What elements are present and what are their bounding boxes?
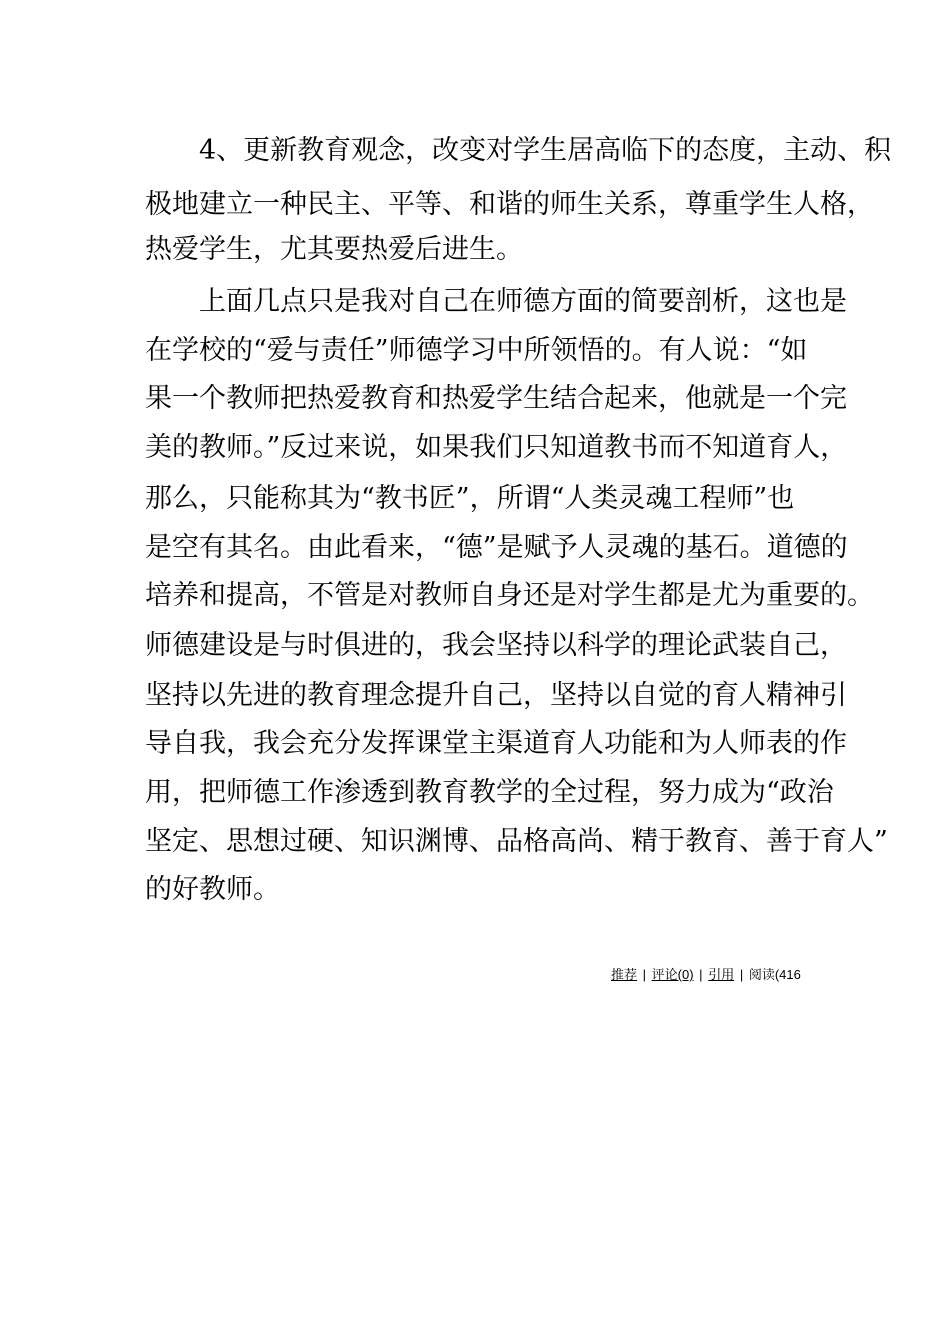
paragraph-2-line-12: 坚定、思想过硬、知识渊博、品格高尚、精于教育、善于育人” <box>145 826 888 857</box>
footer-separator: | <box>699 967 703 982</box>
paragraph-2-line-11: 用，把师德工作渗透到教育教学的全过程，努力成为“政治 <box>145 777 834 808</box>
paragraph-1-line-1: 4、更新教育观念，改变对学生居高临下的态度，主动、积 <box>199 135 892 166</box>
paragraph-2-line-2: 在学校的“爱与责任”师德学习中所领悟的。有人说：“如 <box>145 335 808 366</box>
paragraph-1-line-2: 极地建立一种民主、平等、和谐的师生关系，尊重学生人格， <box>145 189 874 220</box>
paragraph-2-line-10: 导自我，我会充分发挥课堂主渠道育人功能和为人师表的作 <box>145 728 847 759</box>
comment-link[interactable]: 评论(0) <box>651 967 694 982</box>
paragraph-2-line-9: 坚持以先进的教育理念提升自己，坚持以自觉的育人精神引 <box>145 680 847 711</box>
footer-separator: | <box>642 967 647 982</box>
paragraph-2-line-6: 是空有其名。由此看来，“德”是赋予人灵魂的基石。道德的 <box>145 532 848 563</box>
paragraph-2-line-1: 上面几点只是我对自己在师德方面的简要剖析，这也是 <box>199 286 847 317</box>
paragraph-2-line-4: 美的教师。”反过来说，如果我们只知道教书而不知道育人， <box>145 432 848 463</box>
post-footer-links <box>611 966 801 984</box>
paragraph-1-line-3: 热爱学生，尤其要热爱后进生。 <box>145 234 523 265</box>
footer-separator: | <box>739 967 744 982</box>
read-count: 阅读(416 <box>748 967 801 982</box>
quote-link[interactable]: 引用 <box>708 967 735 982</box>
paragraph-2-line-5: 那么，只能称其为“教书匠”，所谓“人类灵魂工程师”也 <box>145 483 795 514</box>
paragraph-2-line-13: 的好教师。 <box>145 874 280 905</box>
recommend-link[interactable]: 推荐 <box>611 967 638 982</box>
paragraph-2-line-8: 师德建设是与时俱进的，我会坚持以科学的理论武装自己， <box>145 630 847 661</box>
paragraph-2-line-7: 培养和提高，不管是对教师自身还是对学生都是尤为重要的。 <box>145 580 874 611</box>
paragraph-2-line-3: 果一个教师把热爱教育和热爱学生结合起来，他就是一个完 <box>145 383 847 414</box>
